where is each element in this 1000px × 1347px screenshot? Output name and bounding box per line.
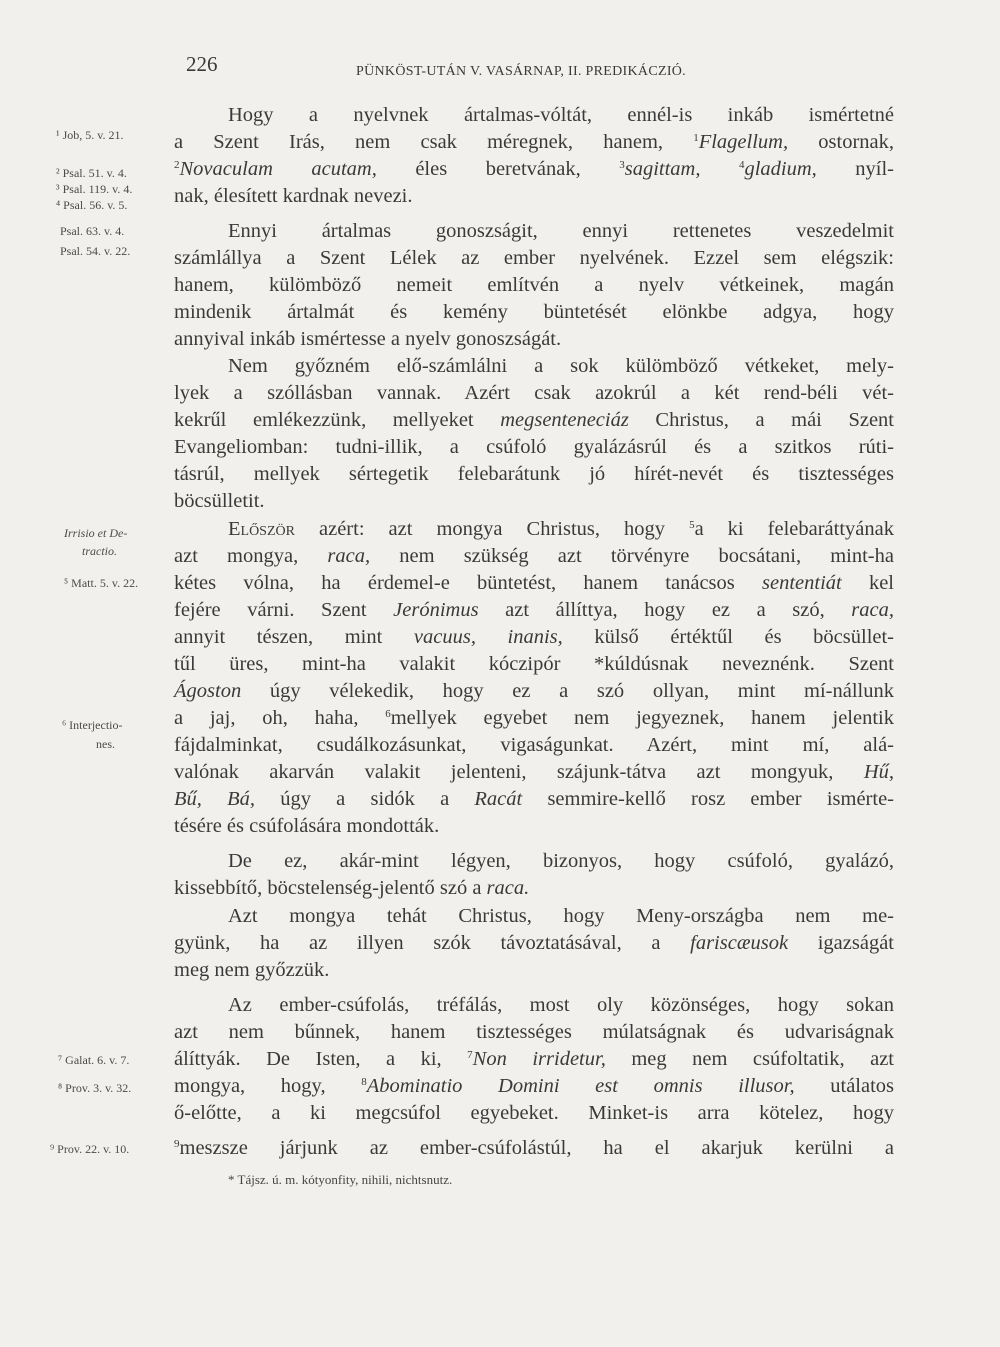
text-line: valónak akarván valakit jelenteni, szájunk-tátva azt mongyuk, Hű, <box>174 761 894 783</box>
text-line: tűl üres, mint-ha valakit kóczipór *kúldúsnak neveznénk. Szent <box>174 653 894 675</box>
text-line: mongya, hogy, $^8$Abominatio Domini est omnis illusor, utálatos <box>174 1075 895 1097</box>
text-line: nak, élesített kardnak nevezi. <box>174 185 413 207</box>
text-line: $^2$Novaculam acutam, éles beretvának, $^3$sagittam, $^4$gladium, nyíl- <box>174 158 895 180</box>
footnote: * Tájsz. ú. m. kótyonfity, nihili, nichtsnutz. <box>228 1172 453 1187</box>
text-line: De ez, akár-mint légyen, bizonyos, hogy csúfoló, gyalázó, <box>228 850 894 872</box>
margin-note: ⁸ Prov. 3. v. 32. <box>58 1081 132 1095</box>
text-line: Ágoston úgy vélekedik, hogy ez a szó ollyan, mint mí-nállunk <box>174 680 894 702</box>
margin-note: Psal. 54. v. 22. <box>60 244 131 258</box>
margin-note: ¹ Job, 5. v. 21. <box>56 128 124 142</box>
text-line: Evangeliomban: tudni-illik, a csúfoló gyalázásrúl és a szitkos rúti- <box>174 436 894 458</box>
text-line: álíttyák. De Isten, a ki, $^7$Non irridetur, meg nem csúfoltatik, azt <box>174 1048 894 1070</box>
text-line: gyünk, ha az illyen szók távoztatásával, a fariscæusok igazságát <box>174 932 895 954</box>
text-line: Ennyi ártalmas gonoszságit, ennyi rettenetes veszedelmit <box>228 220 894 242</box>
text-line: számlállya a Szent Lélek az ember nyelvének. Ezzel sem elégszik: <box>174 247 894 269</box>
margin-note: ³ Psal. 119. v. 4. <box>56 182 133 196</box>
margin-note: Irrisio et De- <box>64 526 128 540</box>
text-line: Azt mongya tehát Christus, hogy Meny-országba nem me- <box>228 905 894 927</box>
text-line: a jaj, oh, haha, $^6$mellyek egyebet nem jegyeznek, hanem jelentik <box>174 707 894 729</box>
margin-note: Psal. 63. v. 4. <box>60 224 125 238</box>
text-line: Bű, Bá, úgy a sidók a Racát semmire-kellő rosz ember ismérte- <box>174 788 894 810</box>
text-line: Először azért: azt mongya Christus, hogy $^5$a ki felebaráttyának <box>228 518 894 540</box>
page-number: 226 <box>186 52 218 76</box>
text-line: azt mongya, raca, nem szükség azt törvényre bocsátani, mint-ha <box>174 545 894 567</box>
text-line: böcsülletit. <box>174 490 265 512</box>
text-line: hanem, külömböző nemeit említvén a nyelv vétkeinek, magán <box>174 274 894 296</box>
text-line: tésére és csúfolására mondották. <box>174 815 440 837</box>
margin-note: ⁴ Psal. 56. v. 5. <box>56 198 128 212</box>
running-title: PÜNKÖST-UTÁN V. VASÁRNAP, II. PREDIKÁCZIÓ. <box>356 64 686 79</box>
text-line: Nem győzném elő-számlálni a sok külömböző vétkeket, mely- <box>228 355 894 377</box>
page-header <box>0 52 1000 82</box>
margin-note: ² Psal. 51. v. 4. <box>56 166 127 180</box>
text-line: meg nem győzzük. <box>174 959 330 981</box>
text-line: tásrúl, mellyek sértegetik felebarátunk jó hírét-nevét és tisztességes <box>174 463 894 485</box>
margin-note: ⁷ Galat. 6. v. 7. <box>58 1053 130 1067</box>
text-line: fájdalminkat, csudálkozásunkat, vigaságunkat. Azért, mint mí, alá- <box>174 734 894 756</box>
text-line: fejére várni. Szent Jerónimus azt állíttya, hogy ez a szó, raca, <box>174 599 894 621</box>
text-line: Az ember-csúfolás, tréfálás, most oly közönséges, hogy sokan <box>228 994 894 1016</box>
text-line: a Szent Irás, nem csak méregnek, hanem, $^1$Flagellum, ostornak, <box>174 131 894 153</box>
text-line: ő-előtte, a ki megcsúfol egyebeket. Minket-is arra kötelez, hogy <box>174 1102 894 1124</box>
text-line: annyit tészen, mint vacuus, inanis, külső értéktűl és böcsüllet- <box>174 626 895 648</box>
text-line: mindenik ártalmát és kemény büntetését elönkbe adgya, hogy <box>174 301 894 323</box>
margin-note: nes. <box>96 737 115 751</box>
text-line: annyival inkáb ismértesse a nyelv gonoszságát. <box>174 328 562 350</box>
margin-note: ⁹ Prov. 22. v. 10. <box>50 1142 130 1156</box>
text-line: kétes vólna, ha érdemel-e büntetést, hanem tanácsos sententiát kel <box>174 572 895 594</box>
text-line: kissebbítő, böcstelenség-jelentő szó a raca. <box>174 877 530 899</box>
text-line: kekrűl emlékezzünk, mellyeket megsenteneciáz Christus, a mái Szent <box>174 409 894 431</box>
margin-note: ⁶ Interjectio- <box>62 718 123 732</box>
text-line: azt nem bűnnek, hanem tisztességes múlatságnak és udvariságnak <box>174 1021 894 1043</box>
margin-note: tractio. <box>82 544 117 558</box>
margin-note: ⁵ Matt. 5. v. 22. <box>64 576 139 590</box>
text-line: $^9$meszsze járjunk az ember-csúfolástúl, ha el akarjuk kerülni a <box>174 1137 894 1159</box>
text-line: lyek a szóllásban vannak. Azért csak azokrúl a két rend-béli vét- <box>174 382 894 404</box>
text-line: Hogy a nyelvnek ártalmas-vóltát, ennél-is inkáb ismértetné <box>228 104 894 126</box>
